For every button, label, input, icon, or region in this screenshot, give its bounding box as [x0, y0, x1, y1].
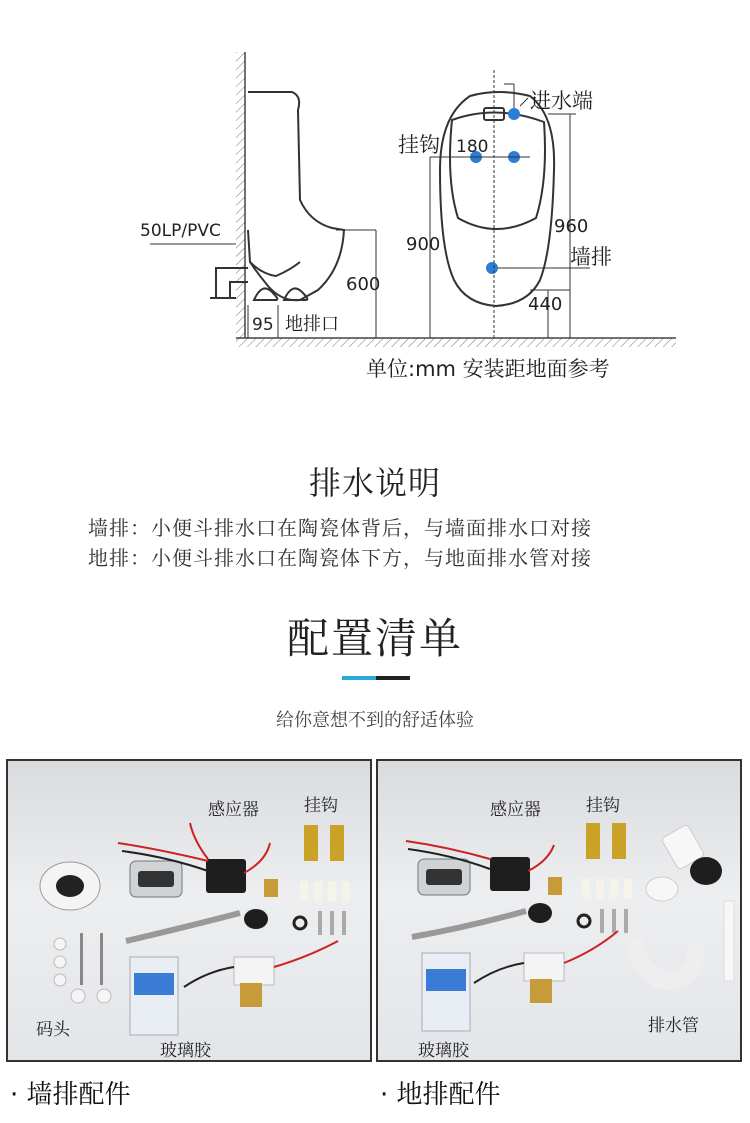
hook-label-right: 挂钩 — [586, 796, 620, 816]
height-600-label: 600 — [346, 274, 381, 295]
floor-drain-kit-photo — [376, 759, 742, 1062]
hook-label-left: 挂钩 — [304, 796, 338, 816]
floor-offset-label: 95 — [252, 315, 274, 335]
hook-label: 挂钩 — [398, 133, 440, 157]
spacing-180-label: 180 — [456, 137, 489, 157]
floor-drain-label: 地排口 — [285, 314, 339, 335]
height-900-label: 900 — [406, 234, 441, 255]
wall-kit-caption: · 墙排配件 — [10, 1080, 131, 1110]
wall-drain-kit-photo — [6, 759, 372, 1062]
inlet-point — [508, 108, 520, 120]
sensor-label-left: 感应器 — [208, 800, 259, 820]
installation-diagram — [0, 0, 750, 400]
height-960-label: 960 — [554, 216, 589, 237]
drain-section-title: 排水说明 — [308, 464, 441, 502]
side-profile-urinal — [248, 92, 344, 300]
height-440-label: 440 — [528, 294, 563, 315]
config-section-title: 配置清单 — [286, 614, 463, 663]
wall-drain-label: 墙排 — [570, 245, 612, 269]
unit-note: 单位:mm 安装距地面参考 — [366, 357, 610, 381]
wall-drain-point — [486, 262, 498, 274]
flange-label: 码头 — [36, 1020, 70, 1040]
accent-bar-black — [376, 676, 410, 680]
sensor-label-right: 感应器 — [490, 800, 541, 820]
drain-pipe-label: 排水管 — [648, 1016, 699, 1036]
pvc-pipe-label: 50LP/PVC — [140, 221, 221, 241]
accent-bar-blue — [342, 676, 376, 680]
front-view-urinal — [440, 92, 554, 306]
floor-hatch — [236, 338, 676, 347]
floor-drain-description: 地排：小便斗排水口在陶瓷体下方，与地面排水管对接 — [88, 546, 592, 570]
glue-label-left: 玻璃胶 — [160, 1041, 211, 1061]
inlet-label: 进水端 — [530, 89, 593, 113]
floor-kit-caption: · 地排配件 — [380, 1080, 501, 1110]
wall-hatch — [236, 52, 245, 338]
wall-drain-description: 墙排：小便斗排水口在陶瓷体背后，与墙面排水口对接 — [88, 516, 592, 540]
config-subtitle: 给你意想不到的舒适体验 — [276, 710, 474, 731]
glue-label-right: 玻璃胶 — [418, 1041, 469, 1061]
